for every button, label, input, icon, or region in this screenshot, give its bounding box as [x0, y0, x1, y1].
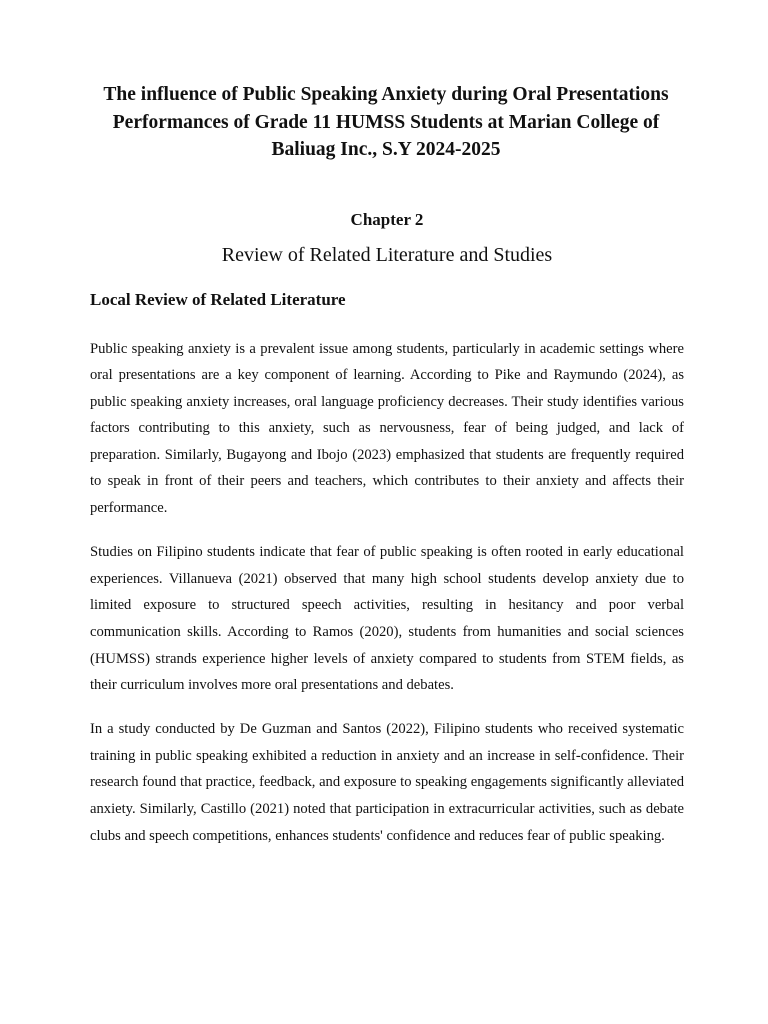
paragraph-2: Studies on Filipino students indicate that fear of public speaking is often rooted in early educational experiences. Villanueva (2021) observed that many high school students develop anxiety due to limited exposure to structured speech activities, resulting in hesitancy and poor verbal communication skills. According to Ramos (2020), students from humanities and social sciences (HUMSS) strands experience higher levels of anxiety compared to students from STEM fields, as their curriculum involves more oral presentations and debates. [90, 544, 684, 694]
section-title: Review of Related Literature and Studies [221, 243, 553, 266]
paragraph-3: In a study conducted by De Guzman and Santos (2022), Filipino students who received systematic training in public speaking exhibited a reduction in anxiety and an increase in self-confidence. Their research found that practice, feedback, and exposure to speaking engagements significantly alleviated anxiety. Similarly, Castillo (2021) noted that participation in extracurricular activities, such as debate clubs and speech competitions, enhances students' confidence and reduces fear of public speaking. [90, 721, 684, 844]
body-text [90, 336, 684, 850]
subsection-heading: Local Review of Related Literature [90, 289, 346, 309]
chapter-heading: Chapter 2 [350, 209, 424, 229]
document-title: The influence of Public Speaking Anxiety during Oral Presentations Performances of Grade 11 HUMSS Students at Marian College of Baliuag Inc., S.Y 2024-2025 [103, 84, 669, 160]
paragraph-1: Public speaking anxiety is a prevalent issue among students, particularly in academic settings where oral presentations are a key component of learning. According to Pike and Raymundo (2024), as public speaking anxiety increases, oral language proficiency decreases. Their study identifies various factors contributing to this anxiety, such as nervousness, fear of being judged, and lack of preparation. Similarly, Bugayong and Ibojo (2023) emphasized that students are frequently required to speak in front of their peers and teachers, which contributes to their anxiety and affects their performance. [90, 340, 684, 517]
